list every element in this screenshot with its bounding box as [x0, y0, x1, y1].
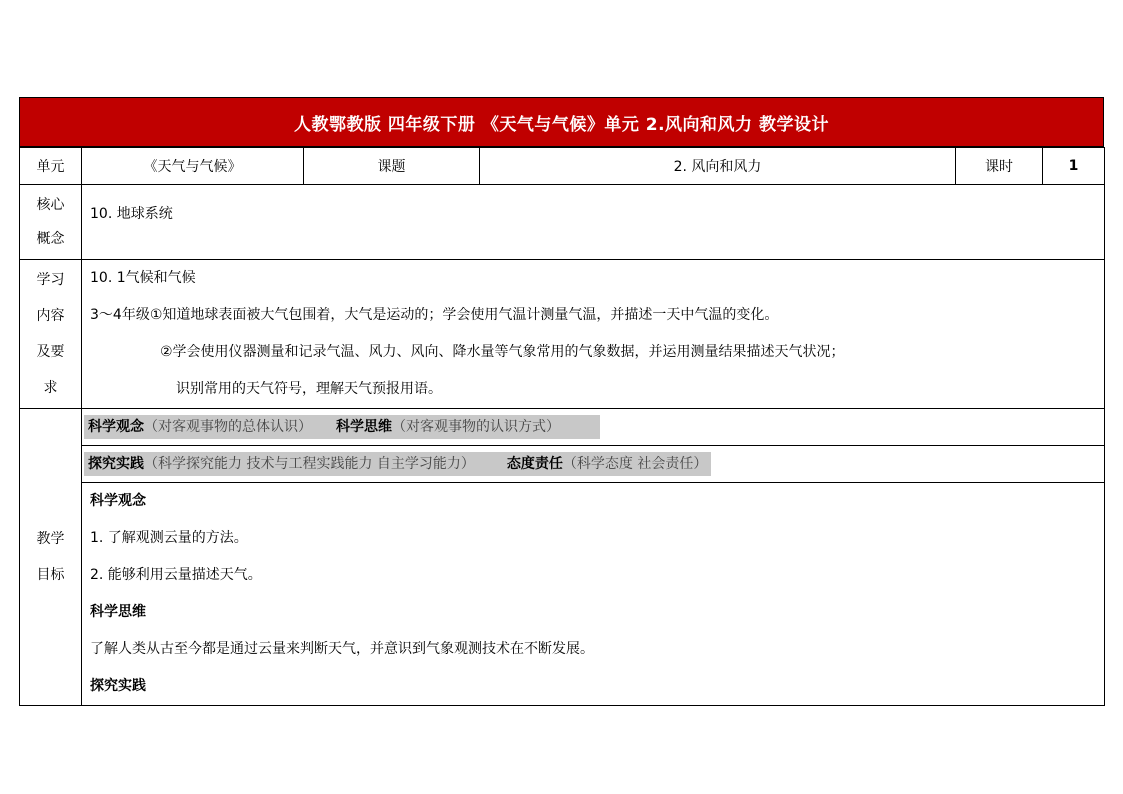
core-text: 10. 地球系统	[90, 206, 173, 222]
goal-heading: 科学观念	[90, 493, 146, 509]
goals-detail-row	[20, 483, 1105, 706]
band-science-concept	[84, 415, 316, 439]
goal-band-2	[82, 446, 1104, 482]
band-desc: （科学探究能力 技术与工程实践能力 自主学习能力）	[144, 456, 475, 472]
document-title: 人教鄂教版 四年级下册 《天气与气候》单元 2.风向和风力 教学设计	[294, 114, 829, 135]
core-concept-row	[20, 185, 1105, 260]
requirements-label	[20, 260, 82, 409]
goal-heading: 探究实践	[90, 678, 146, 694]
period-value: 1	[1043, 148, 1105, 185]
period-label: 课时	[956, 148, 1043, 185]
goals-bands-row	[20, 409, 1105, 483]
req-line: 10. 1气候和气候	[90, 270, 196, 286]
goal-band-1	[82, 409, 1104, 446]
topic-label: 课题	[304, 148, 480, 185]
band-label: 科学观念	[88, 419, 144, 435]
core-label-line: 概念	[36, 231, 65, 247]
goal-line: 1. 了解观测云量的方法。	[90, 530, 248, 546]
goal-line: 了解人类从古至今都是通过云量来判断天气，并意识到气象观测技术在不断发展。	[90, 641, 594, 657]
lesson-plan-table	[19, 147, 1105, 706]
req-label-line: 求	[43, 380, 58, 396]
band-label: 探究实践	[88, 456, 144, 472]
band-inquiry-practice	[84, 452, 479, 476]
req-label-line: 学习	[36, 272, 65, 288]
document-title-bar	[19, 97, 1104, 147]
topic-value: 2. 风向和风力	[480, 148, 956, 185]
band-desc: （科学态度 社会责任）	[562, 456, 708, 472]
goals-bands	[82, 409, 1105, 483]
band-attitude-responsibility	[479, 452, 711, 476]
band-label: 科学思维	[336, 419, 392, 435]
req-line: 3～4年级①知道地球表面被大气包围着，大气是运动的；学会使用气温计测量气温，并描述一天中气温的变化。	[90, 307, 779, 323]
goals-detail	[82, 483, 1105, 706]
goals-label	[20, 409, 82, 706]
unit-value: 《天气与气候》	[82, 148, 304, 185]
info-row	[20, 148, 1105, 185]
band-desc: （对客观事物的总体认识）	[144, 419, 312, 435]
goal-heading: 科学思维	[90, 604, 146, 620]
unit-label: 单元	[20, 148, 82, 185]
core-concept-label	[20, 185, 82, 260]
goals-label-line: 目标	[36, 567, 65, 583]
requirements-content	[82, 260, 1105, 409]
band-desc: （对客观事物的认识方式）	[392, 419, 560, 435]
goal-line: 2. 能够利用云量描述天气。	[90, 567, 262, 583]
requirements-row	[20, 260, 1105, 409]
req-label-line: 内容	[36, 308, 65, 324]
req-line: ②学会使用仪器测量和记录气温、风力、风向、降水量等气象常用的气象数据，并运用测量结果描述天气状况；	[160, 344, 845, 360]
band-label: 态度责任	[506, 456, 563, 472]
req-line: 识别常用的天气符号，理解天气预报用语。	[176, 381, 442, 397]
core-label-line: 核心	[36, 197, 65, 213]
req-label-line: 及要	[36, 344, 65, 360]
goals-label-line: 教学	[36, 531, 65, 547]
band-science-thinking	[316, 415, 600, 439]
lesson-plan-document	[19, 97, 1104, 706]
core-concept-text	[82, 185, 1105, 260]
